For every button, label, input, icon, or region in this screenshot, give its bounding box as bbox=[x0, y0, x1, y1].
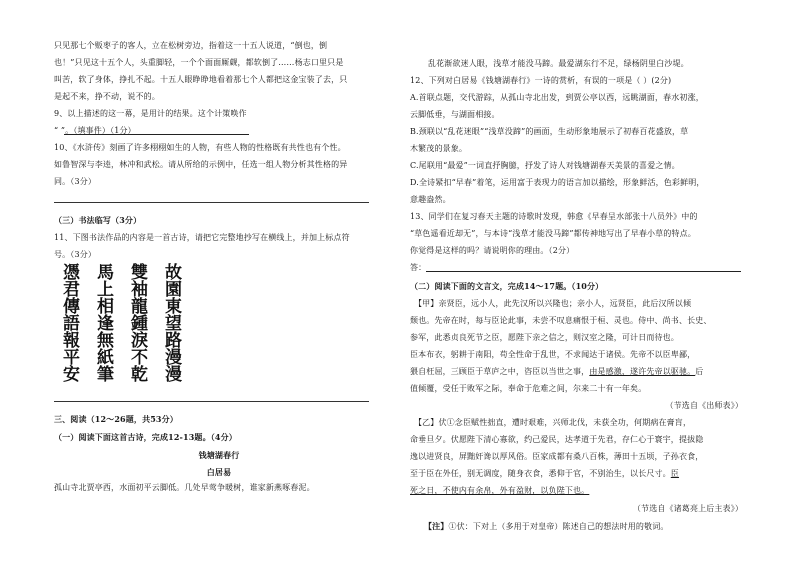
question-11-line: 号。（3分） bbox=[54, 250, 96, 259]
calligraphy-column: 故園東望路漫漫 bbox=[161, 263, 181, 382]
question-9: 9、以上描述的这一幕，是用计的结果。这个计策唤作 bbox=[54, 109, 247, 118]
question-13: 13、同学们在复习春天主题的诗歌时发现，韩愈《早春呈水部张十八员外》中的 bbox=[410, 212, 698, 221]
section-divider bbox=[54, 401, 369, 402]
passage-line: 也！”只见这十五个人，头重脚轻，一个个面面厮觑，都软倒了……杨志口里只是 bbox=[54, 58, 344, 67]
passage-line: 是起不来，挣不动，说不的。 bbox=[54, 92, 160, 101]
passage-yi-line: 逸以进贤良，屏黜奸谗以厚风俗。臣家成都有桑八百株，薄田十五顷，子孙衣食， bbox=[410, 452, 704, 461]
option-b: B.颈联以“乱花迷眼”“浅草没蹄”的画面，生动形象地展示了初春百花盛放，草 bbox=[410, 127, 689, 136]
question-13-answer-blank[interactable] bbox=[426, 262, 741, 272]
passage-jia-text: 猥自枉屈，三顾臣于草庐之中，咨臣以当世之事， bbox=[410, 367, 590, 376]
footnote-text: ①伏：下对上（多用于对皇帝）陈述自己的想法时用的敬词。 bbox=[448, 522, 669, 531]
passage-jia-text: 后 bbox=[695, 367, 704, 376]
question-13-line: 你觉得是这样的吗？请说明你的理由。（2分） bbox=[410, 246, 575, 255]
underlined-sentence: 臣 bbox=[670, 469, 679, 478]
underlined-sentence: 由是感激，遂许先帝以驱驰。 bbox=[589, 367, 696, 376]
underlined-sentence: 死之日，不使内有余帛，外有盈财，以负陛下也。 bbox=[410, 486, 590, 495]
poem-line: 乱花渐欲迷人眼，浅草才能没马蹄。最爱湖东行不足，绿杨阴里白沙堤。 bbox=[428, 59, 689, 68]
question-11: 11、下图书法作品的内容是一首古诗，请把它完整地抄写在横线上，并加上标点符 bbox=[54, 233, 350, 242]
option-a: A.首联点题，交代游踪，从孤山寺北出发，到贾公亭以西，远眺湖面，春水初涨， bbox=[410, 93, 704, 102]
question-13-line: “草色遥看近却无”，与本诗“浅草才能没马蹄”都传神地写出了早春小草的特点。 bbox=[410, 229, 696, 238]
poem-title: 钱塘湖春行 bbox=[198, 450, 240, 460]
option-b-line: 木繁茂的景象。 bbox=[410, 144, 468, 153]
passage-yi-line bbox=[410, 468, 679, 480]
passage-jia-line: 颓也。先帝在时，每与臣论此事，未尝不叹息痛恨于桓、灵也。侍中、尚书、长史、 bbox=[410, 316, 712, 325]
question-9-answer-blank[interactable] bbox=[64, 125, 249, 135]
footnote-label: 【注】 bbox=[424, 521, 449, 531]
poem-author: 白居易 bbox=[206, 467, 232, 477]
passage-jia-line: 【甲】亲贤臣，远小人，此先汉所以兴隆也；亲小人，远贤臣，此后汉所以倾 bbox=[414, 299, 692, 308]
subsection-title-poem: （一）阅读下面这首古诗，完成12-13题。（4分） bbox=[54, 432, 237, 442]
option-c: C.尾联用“最爱”一词直抒胸臆，抒发了诗人对钱塘湖春天美景的喜爱之情。 bbox=[410, 161, 680, 170]
passage-jia-line bbox=[410, 366, 703, 378]
passage-line: 叫苦，软了身体，挣扎不起。十五人眼睁睁地看着那七个人都把这金宝装了去，只 bbox=[54, 75, 348, 84]
option-d: D.全诗紧扣“早春”着笔，运用富于表现力的语言加以描绘，形象鲜活，色彩鲜明， bbox=[410, 178, 705, 187]
question-10-line: 同。（3分） bbox=[54, 177, 96, 186]
passage-jia-line: 值倾覆，受任于败军之际，奉命于危难之间，尔来二十有一年矣。 bbox=[410, 384, 647, 393]
question-9-answer-text: “ ”。（填事件）（1分） bbox=[54, 126, 136, 135]
section-title-reading: 三、阅读（12～26题，共53分） bbox=[54, 414, 178, 424]
answer-label: 答： bbox=[410, 263, 427, 272]
passage-yi-line: 命垂旦夕。伏愿陛下清心寡欲，约己爱民，达孝道于先君，存仁心于寰宇，提拔隐 bbox=[410, 435, 704, 444]
footnote bbox=[424, 520, 669, 533]
passage-yi-source: （节选自《诸葛亮上后主表》） bbox=[632, 504, 743, 513]
option-a-line: 云脚低垂，与湖面相接。 bbox=[410, 110, 500, 119]
question-10: 10、《水浒传》刻画了许多栩栩如生的人物，有些人物的性格既有共性也有个性。 bbox=[54, 143, 346, 152]
option-d-line: 意趣盎然。 bbox=[410, 195, 451, 204]
passage-line: 只见那七个贩枣子的客人，立在松树旁边，指着这一十五人说道，“倒也，倒 bbox=[54, 41, 328, 50]
calligraphy-column: 雙袖龍鍾淚不乾 bbox=[127, 263, 147, 382]
question-12: 12、下列对白居易《钱塘湖春行》一诗的赏析，有误的一项是（ ）(2分) bbox=[410, 76, 672, 85]
poem-line: 孤山寺北贾亭西，水面初平云脚低。几处早莺争暖树，谁家新燕啄春泥。 bbox=[54, 483, 315, 492]
passage-yi-text: 至于臣在外任，别无调度，随身衣食，悉仰于官，不别治生，以长尺寸。 bbox=[410, 469, 671, 478]
passage-jia-line: 参军，此悉贞良死节之臣，愿陛下亲之信之，则汉室之隆，可计日而待也。 bbox=[410, 333, 679, 342]
section-title-calligraphy: （三）书法临写（3分） bbox=[54, 215, 142, 225]
passage-jia-source: （节选自《出师表》） bbox=[665, 401, 743, 410]
calligraphy-column: 馬上相逢無紙筆 bbox=[93, 263, 113, 382]
section-divider bbox=[54, 202, 369, 203]
calligraphy-column: 憑君傳語報平安 bbox=[59, 263, 79, 382]
question-10-line: 如鲁智深与李逵，林冲和武松。请从所给的示例中，任选一组人物分析其性格的异 bbox=[54, 160, 348, 169]
subsection-title-classical: （二）阅读下面的文言文，完成14～17题。（10分） bbox=[410, 281, 604, 291]
calligraphy-artwork bbox=[54, 263, 184, 385]
passage-jia-line: 臣本布衣，躬耕于南阳，苟全性命于乱世，不求闻达于诸侯。先帝不以臣卑鄙， bbox=[410, 350, 696, 359]
passage-yi-line: 【乙】伏①念臣赋性拙直，遭时艰难，兴师北伐，未获全功，何期病在膏肓， bbox=[414, 418, 692, 427]
